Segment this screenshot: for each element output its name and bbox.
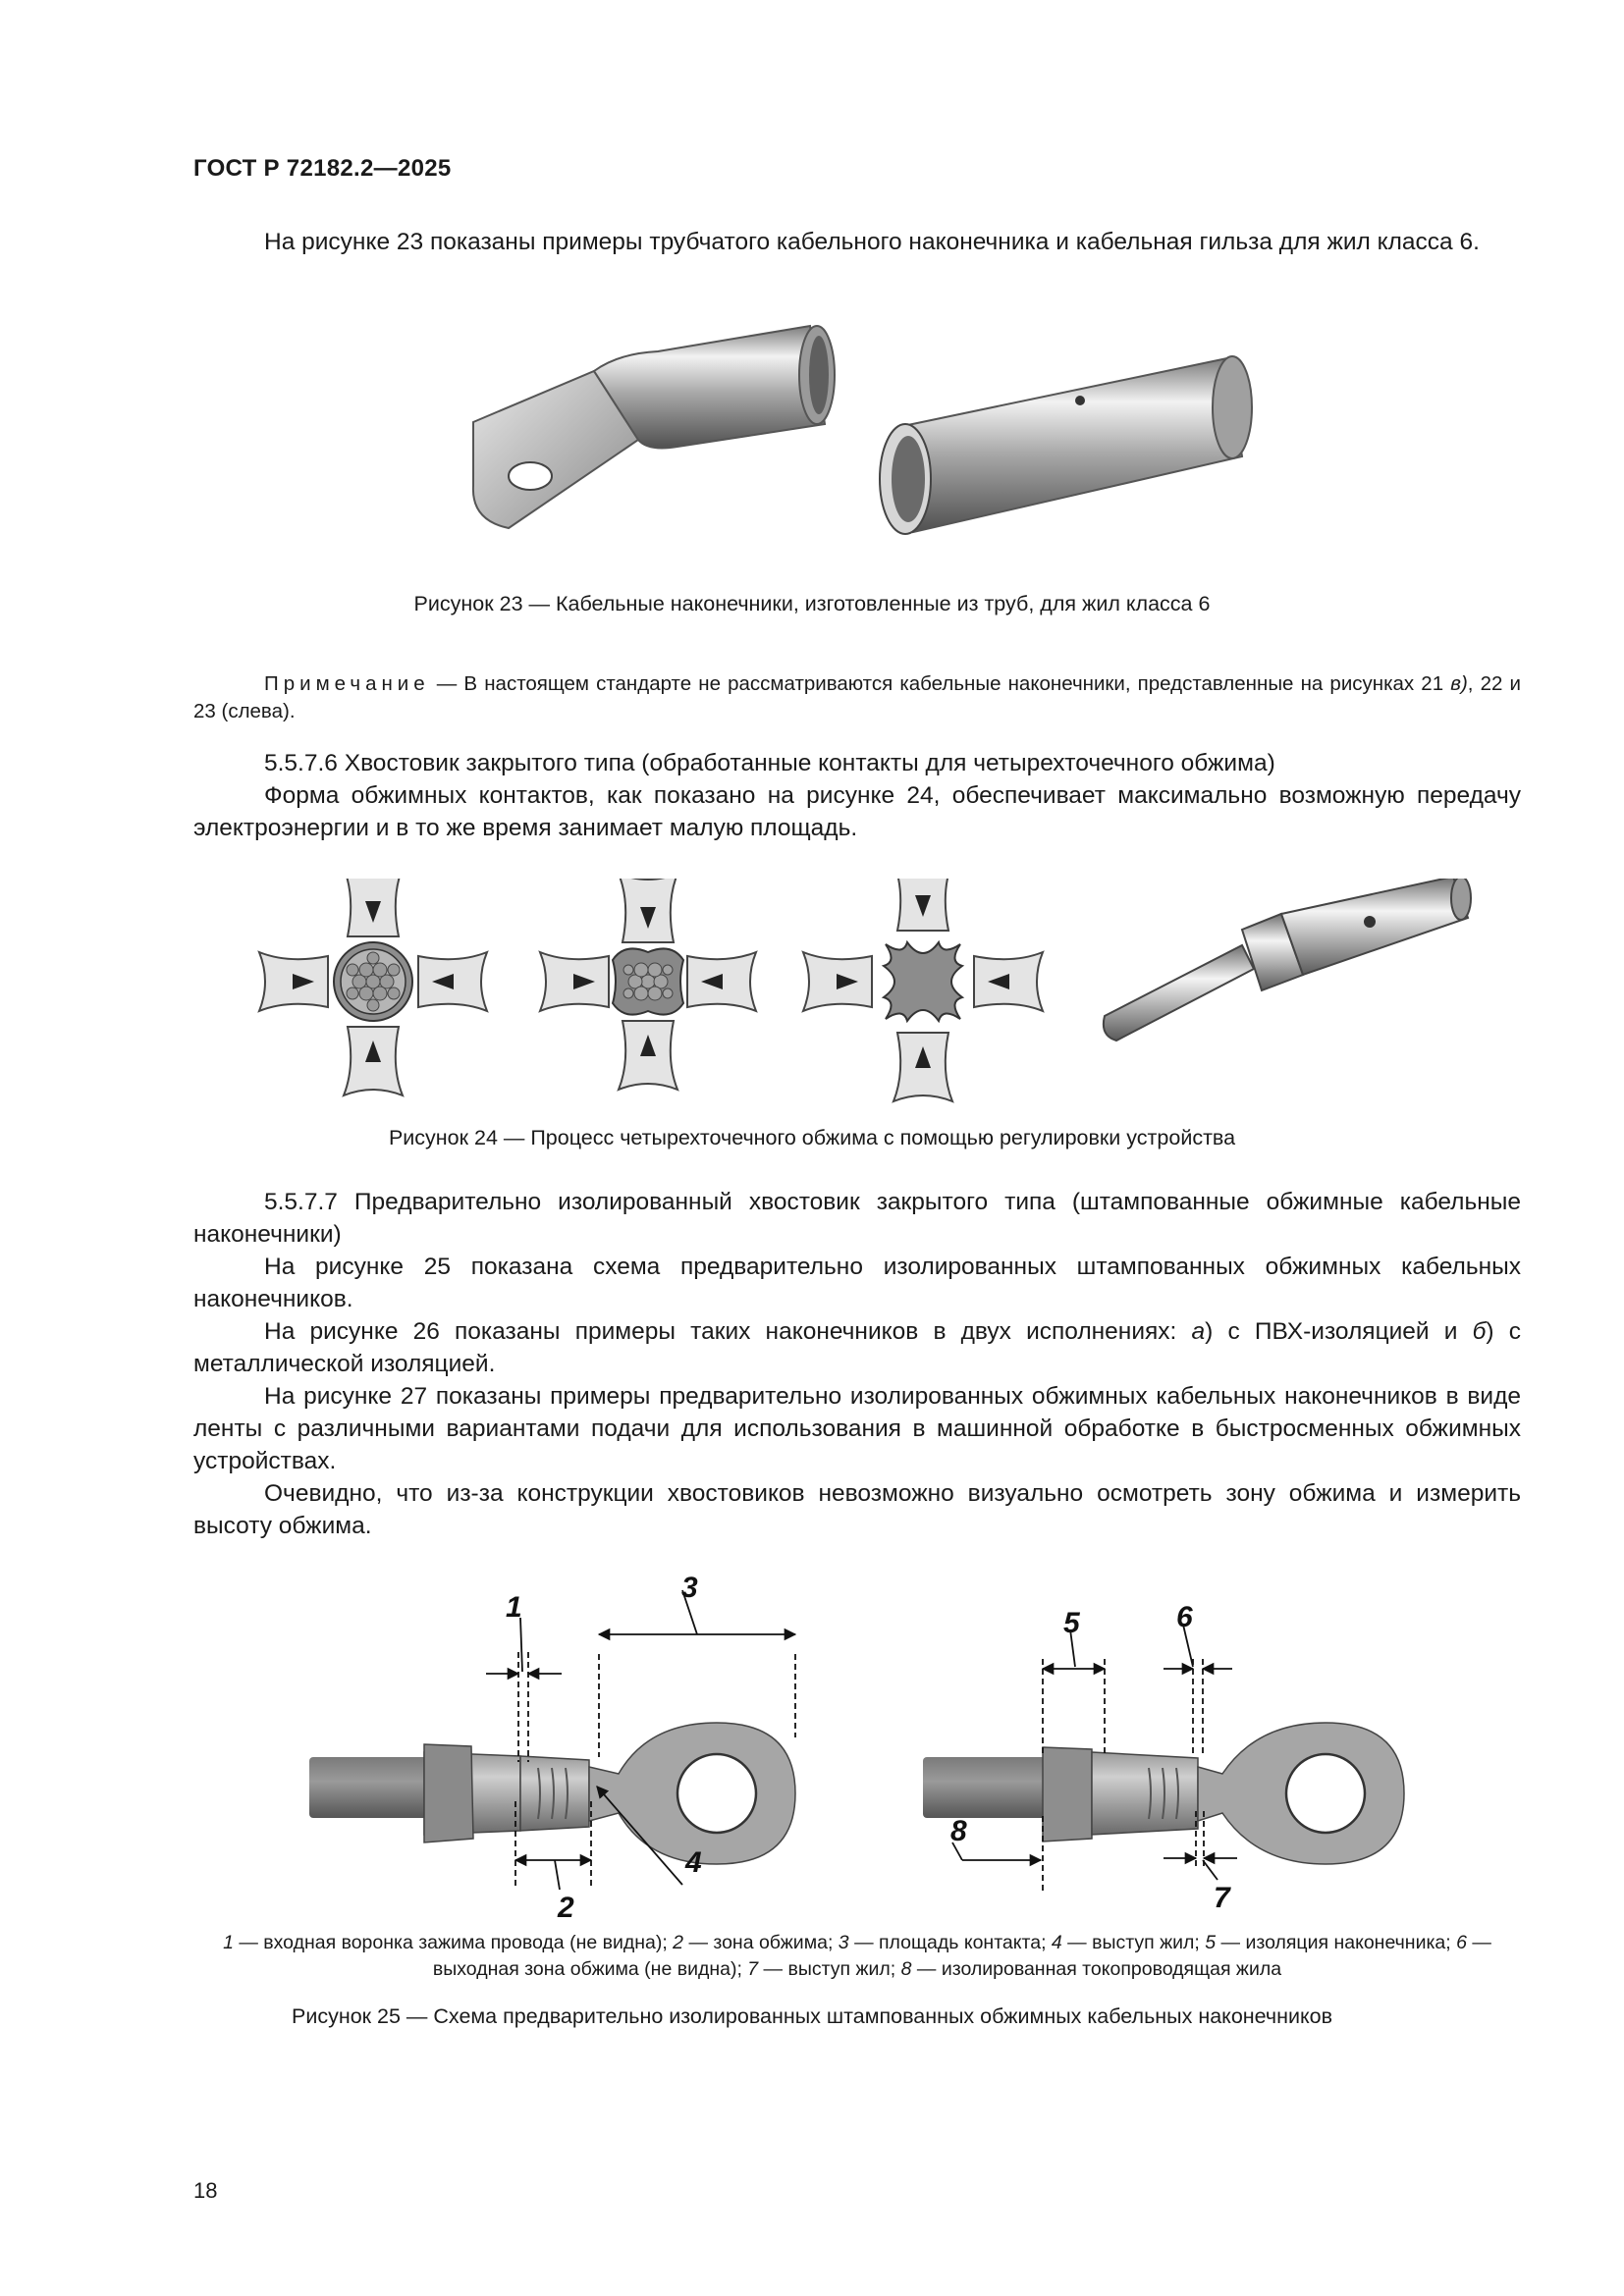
legend-item-4: 4 — выступ жил; <box>1051 1932 1206 1953</box>
legend-item-2: 2 — зона обжима; <box>673 1932 839 1953</box>
legend-item-6: 6 — выходная зона обжима (не видна); <box>432 1932 1491 1980</box>
note-label: Примечание <box>264 672 430 695</box>
section-5-5-7-7-heading: 5.5.7.7 Предварительно изолированный хвостовик закрытого типа (штампованные обжимные кабельные наконечники) <box>193 1189 1521 1248</box>
crimp-stage-3 <box>803 879 1043 1101</box>
fig26-text-b: ) с ПВХ-изоляцией и <box>1205 1318 1473 1345</box>
fig25-label-2: 2 <box>558 1892 574 1919</box>
fig26-paragraph <box>193 1315 1521 1380</box>
fig25-label-4: 4 <box>685 1846 702 1879</box>
fig25-paragraph: На рисунке 25 показана схема предварительно изолированных штампованных обжимных кабельных наконечников. <box>193 1254 1521 1312</box>
crimp-pin-contact <box>1104 879 1471 1041</box>
figure-24-image <box>250 879 1478 1104</box>
crimp-stage-2 <box>540 879 756 1090</box>
legend-item-7: 7 — выступ жил; <box>747 1958 901 1980</box>
obvious-paragraph: Очевидно, что из-за конструкции хвостовиков невозможно визуально осмотреть зону обжима и измерить высоту обжима. <box>193 1480 1521 1539</box>
fig26-text-c: ) с металлической изоляцией. <box>193 1318 1521 1377</box>
fig25-label-8: 8 <box>950 1815 967 1847</box>
fig25-label-7: 7 <box>1214 1882 1230 1914</box>
fig25-label-1: 1 <box>506 1591 522 1624</box>
note-tail: , 22 и 23 (слева). <box>193 672 1521 722</box>
figure-23-caption: Рисунок 23 — Кабельные наконечники, изготовленные из труб, для жил класса 6 <box>413 592 1211 615</box>
fig25-label-5: 5 <box>1063 1607 1080 1639</box>
cable-sleeve <box>880 356 1252 534</box>
fig26-text-a: На рисунке 26 показаны примеры таких наконечников в двух исполнениях: <box>264 1318 1192 1345</box>
figure-25-caption: Рисунок 25 — Схема предварительно изолированных штампованных обжимных кабельных наконечников <box>291 2004 1333 2028</box>
fig25-label-3: 3 <box>681 1572 698 1604</box>
figure-25-legend <box>193 1930 1521 1983</box>
figure-24-caption: Рисунок 24 — Процесс четырехточечного обжима с помощью регулировки устройства <box>388 1126 1236 1149</box>
intro-paragraph: На рисунке 23 показаны примеры трубчатого кабельного наконечника и кабельная гильза для жил класса 6. <box>264 229 1480 255</box>
legend-item-1: 1 — входная воронка зажима провода (не видна); <box>223 1932 674 1953</box>
figure-23-image <box>452 314 1257 560</box>
document-header: ГОСТ Р 72182.2—2025 <box>193 155 452 182</box>
note-text: — В настоящем стандарте не рассматриваются кабельные наконечники, представленные на рисунках 21 <box>429 672 1451 695</box>
note-paragraph <box>193 670 1521 725</box>
tube-lug <box>473 326 835 528</box>
page-number: 18 <box>193 2178 218 2203</box>
legend-item-3: 3 — площадь контакта; <box>838 1932 1052 1953</box>
fig27-paragraph: На рисунке 27 показаны примеры предварительно изолированных обжимных кабельных наконечников в виде ленты с различными вариантами подачи для использования в машинной обработке в быстросменных обжимных устройствах. <box>193 1383 1521 1474</box>
fig26-letter-a: а <box>1191 1318 1206 1345</box>
legend-item-5: 5 — изоляция наконечника; <box>1205 1932 1457 1953</box>
terminal-left <box>309 1723 795 1864</box>
terminal-right <box>923 1723 1404 1864</box>
section-5-5-7-6-heading: 5.5.7.6 Хвостовик закрытого типа (обработанные контакты для четырехточечного обжима) <box>264 750 1275 776</box>
form-paragraph: Форма обжимных контактов, как показано на рисунке 24, обеспечивает максимально возможную передачу электроэнергии и в то же время занимает малую площадь. <box>193 782 1521 841</box>
crimp-stage-1 <box>259 879 487 1095</box>
note-italic-ref: в) <box>1450 672 1468 695</box>
figure-25-image <box>295 1566 1424 1919</box>
fig26-letter-b: б <box>1472 1318 1487 1345</box>
legend-item-8: 8 — изолированная токопроводящая жила <box>900 1958 1282 1980</box>
fig25-label-6: 6 <box>1176 1601 1193 1633</box>
